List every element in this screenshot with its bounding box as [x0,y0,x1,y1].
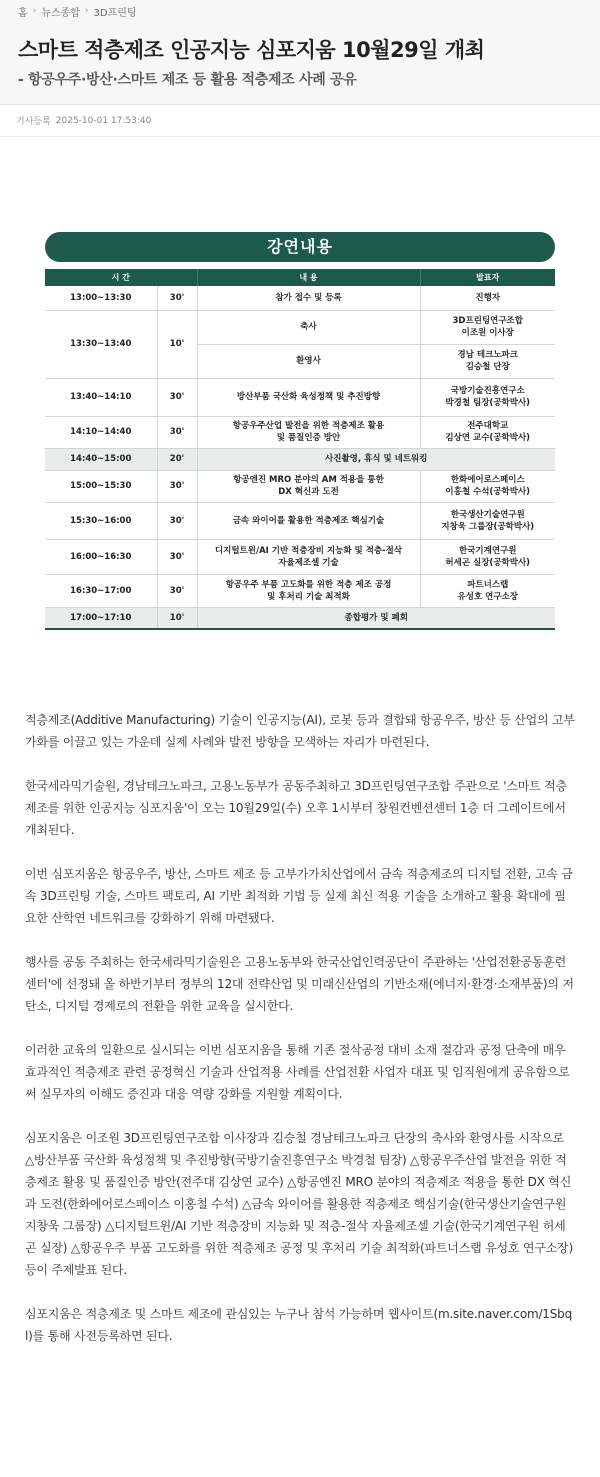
row-duration: 30' [157,378,197,416]
paragraph: 행사를 공동 주최하는 한국세라믹기술원은 고용노동부와 한국산업인력공단이 주관하는 '산업전환공동훈련센터'에 선정돼 올 하반기부터 정부의 12대 전략산업 및 미래신산업의 기반소재(에너지·환경·소재부품)의 저탄소, 디지털 경제로의 전환을 위한 교육을 실시한다. [25,955,574,1013]
table-row [45,310,555,344]
row-content: 종합평가 및 폐회 [197,607,555,629]
header-content: 내 용 [197,269,420,286]
row-time: 14:10~14:40 [45,416,157,448]
row-speaker: 경남 테크노파크 김승철 단장 [420,344,555,378]
table-row [45,448,555,470]
row-content: 항공우주산업 발전을 위한 적층제조 활용 및 품질인증 방안 [197,416,420,448]
row-speaker: 국방기술진흥연구소 박경철 팀장(공학박사) [420,378,555,416]
row-duration: 30' [157,286,197,310]
paragraph: 적층제조(Additive Manufacturing) 기술이 인공지능(AI), 로봇 등과 결합돼 항공우주, 방산 등 산업의 고부가화를 이끌고 있는 가운데 실제 사례와 발전 방향을 모색하는 자리가 마련된다. [25,713,575,749]
breadcrumb [18,0,582,22]
row-time: 15:00~15:30 [45,470,157,502]
article-date: 2025-10-01 17:53:40 [55,115,152,126]
row-content: 환영사 [197,344,420,378]
article-header [0,0,600,105]
chevron-right-icon: › [32,6,37,16]
row-content: 방산부품 국산화 육성정책 및 추진방향 [197,378,420,416]
paragraph: 한국세라믹기술원, 경남테크노파크, 고용노동부가 공동주최하고 3D프린팅연구조합 주관으로 '스마트 적층제조를 위한 인공지능 심포지움'이 오는 10월29일(수) 오후 1시부터 창원컨벤션센터 1층 더 그레이트에서 개최된다. [25,779,567,837]
row-time: 17:00~17:10 [45,607,157,629]
article-body [0,709,600,1347]
paragraph: 이러한 교육의 일환으로 실시되는 이번 심포지움을 통해 기존 절삭공정 대비 소재 절감과 공정 단축에 매우 효과적인 적층제조 관련 공정혁신 기술과 산업적용 사례를 산업전환 사업자 대표 및 임직원에게 공유함으로써 실무자의 이해도 증진과 대응 역량 강화를 지원할 계획이다. [25,1043,570,1101]
lecture-title: 강연내용 [45,232,555,262]
header-speaker: 발표자 [420,269,555,286]
row-speaker: 한국기계연구원 허세곤 실장(공학박사) [420,539,555,574]
paragraph: 심포지움은 적층제조 및 스마트 제조에 관심있는 누구나 참석 가능하며 웹사이트(m.site.naver.com/1Sbql)를 통해 사전등록하면 된다. [25,1307,572,1343]
table-row [45,286,555,310]
paragraph: 심포지움은 이조원 3D프린팅연구조합 이사장과 김승철 경남테크노파크 단장의 축사와 환영사를 시작으로 △방산부품 국산화 육성정책 및 추진방향(국방기술진흥연구소 박경철 팀장) △항공우주산업 발전을 위한 적층제조 활용 및 품질인증 방안(전주대 김상연 교수) △항공엔진 MRO 분야의 적층제조 적용을 통한 DX 혁신과 도전(한화에어로스페이스 이홍철 수석) △금속 와이어를 활용한 적층제조 핵심기술(한국생산기술연구원 지창욱 그룹장) △디지털트윈/AI 기반 적층장비 지능화 및 적층-절삭 자율제조셀 기술(한국기계연구원 허세곤 실장) △항공우주 부품 고도화를 위한 적층제조 공정 및 후처리 기술 최적화(파트너스랩 유성호 연구소장) 등이 주제발표 된다. [25,1131,573,1277]
row-duration: 30' [157,416,197,448]
chevron-right-icon: › [84,6,89,16]
row-duration: 30' [157,539,197,574]
row-duration: 30' [157,502,197,539]
date-label: 기사등록 [16,117,51,127]
row-time: 13:30~13:40 [45,310,157,378]
row-content: 디지털트윈/AI 기반 적층장비 지능화 및 적층-절삭 자율제조셀 기술 [197,539,420,574]
row-duration: 20' [157,448,197,470]
lecture-schedule-image [45,232,555,669]
row-duration: 10' [157,310,197,378]
row-time: 13:40~14:10 [45,378,157,416]
row-content: 항공엔진 MRO 분야의 AM 적용을 통한 DX 혁신과 도전 [197,470,420,502]
row-duration: 30' [157,574,197,607]
row-speaker: 전주대학교 김상연 교수(공학박사) [420,416,555,448]
row-duration: 10' [157,607,197,629]
article-meta [0,105,600,137]
table-row [45,378,555,416]
row-content: 금속 와이어를 활용한 적층제조 핵심기술 [197,502,420,539]
breadcrumb-category[interactable]: 3D프린팅 [93,7,137,19]
breadcrumb-home[interactable]: 홈 [18,7,28,19]
row-duration: 30' [157,470,197,502]
table-row [45,607,555,629]
table-row [45,470,555,502]
row-content: 사진촬영, 휴식 및 네트워킹 [197,448,555,470]
row-speaker: 3D프린팅연구조합 이조원 이사장 [420,310,555,344]
row-speaker: 한국생산기술연구원 지창욱 그룹장(공학박사) [420,502,555,539]
row-time: 16:30~17:00 [45,574,157,607]
table-row [45,416,555,448]
row-speaker: 진행자 [420,286,555,310]
article-subtitle: - 항공우주·방산·스마트 제조 등 활용 적층제조 사례 공유 [18,72,357,88]
row-time: 15:30~16:00 [45,502,157,539]
row-speaker: 파트너스랩 유성호 연구소장 [420,574,555,607]
table-row [45,539,555,574]
row-time: 13:00~13:30 [45,286,157,310]
row-content: 축사 [197,310,420,344]
table-row [45,502,555,539]
lecture-table [45,269,555,630]
table-row [45,574,555,607]
header-time: 시 간 [45,269,197,286]
row-speaker: 한화에어로스페이스 이홍철 수석(공학박사) [420,470,555,502]
article-title: 스마트 적층제조 인공지능 심포지움 10월29일 개최 [18,38,485,62]
breadcrumb-section[interactable]: 뉴스종합 [41,7,80,19]
row-time: 14:40~15:00 [45,448,157,470]
lecture-header-row [45,269,555,286]
row-content: 참가 접수 및 등록 [197,286,420,310]
row-time: 16:00~16:30 [45,539,157,574]
row-content: 항공우주 부품 고도화를 위한 적층 제조 공정 및 후처리 기술 최적화 [197,574,420,607]
paragraph: 이번 심포지움은 항공우주, 방산, 스마트 제조 등 고부가가치산업에서 금속 적층제조의 디지털 전환, 고속 금속 3D프린팅 기술, 스마트 팩토리, AI 기반 최적화 기법 등 실제 최신 적용 기술을 소개하고 활용 확대에 필요한 산학연 네트워크를 강화하기 위해 마련됐다. [25,867,573,925]
